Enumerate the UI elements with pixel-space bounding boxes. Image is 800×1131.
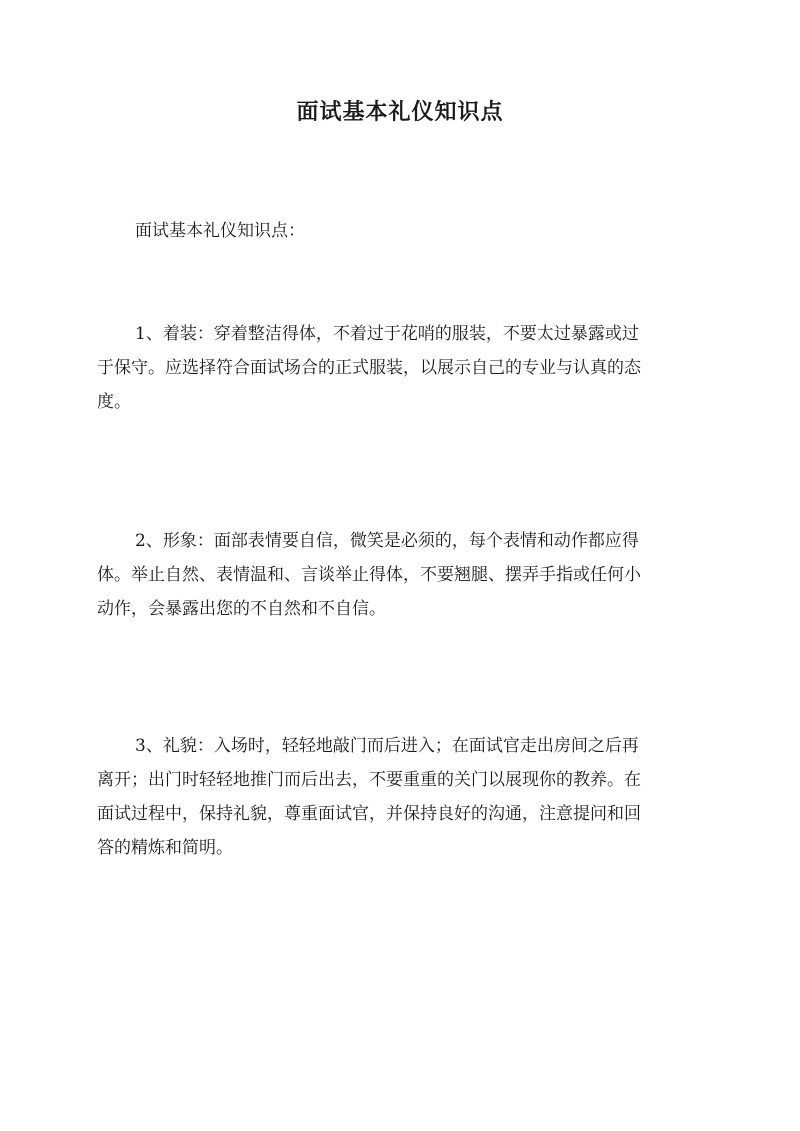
paragraph-dress bbox=[97, 317, 705, 419]
paragraph-line: 离开；出门时轻轻地推门而后出去，不要重重的关门以展现你的教养。在 bbox=[97, 770, 641, 790]
paragraph-line: 度。 bbox=[97, 392, 131, 412]
paragraph-line: 体。举止自然、表情温和、言谈举止得体，不要翘腿、摆弄手指或任何小 bbox=[97, 565, 641, 585]
paragraph-line: 于保守。应选择符合面试场合的正式服装，以展示自己的专业与认真的态 bbox=[97, 358, 641, 378]
paragraph-line: 动作，会暴露出您的不自然和不自信。 bbox=[97, 599, 386, 619]
paragraph-courtesy bbox=[97, 729, 705, 865]
intro-text: 面试基本礼仪知识点： bbox=[135, 221, 305, 241]
paragraph-line: 3、礼貌：入场时，轻轻地敲门而后进入；在面试官走出房间之后再 bbox=[135, 736, 639, 756]
paragraph-line: 答的精炼和简明。 bbox=[97, 838, 233, 858]
paragraph-line: 1、着装：穿着整洁得体，不着过于花哨的服装，不要太过暴露或过 bbox=[135, 324, 639, 344]
page-title: 面试基本礼仪知识点 bbox=[296, 99, 504, 125]
paragraph-line: 2、形象：面部表情要自信，微笑是必须的，每个表情和动作都应得 bbox=[135, 531, 639, 551]
paragraph-line: 面试过程中，保持礼貌，尊重面试官，并保持良好的沟通，注意提问和回 bbox=[97, 804, 641, 824]
paragraph-appearance bbox=[97, 524, 705, 626]
